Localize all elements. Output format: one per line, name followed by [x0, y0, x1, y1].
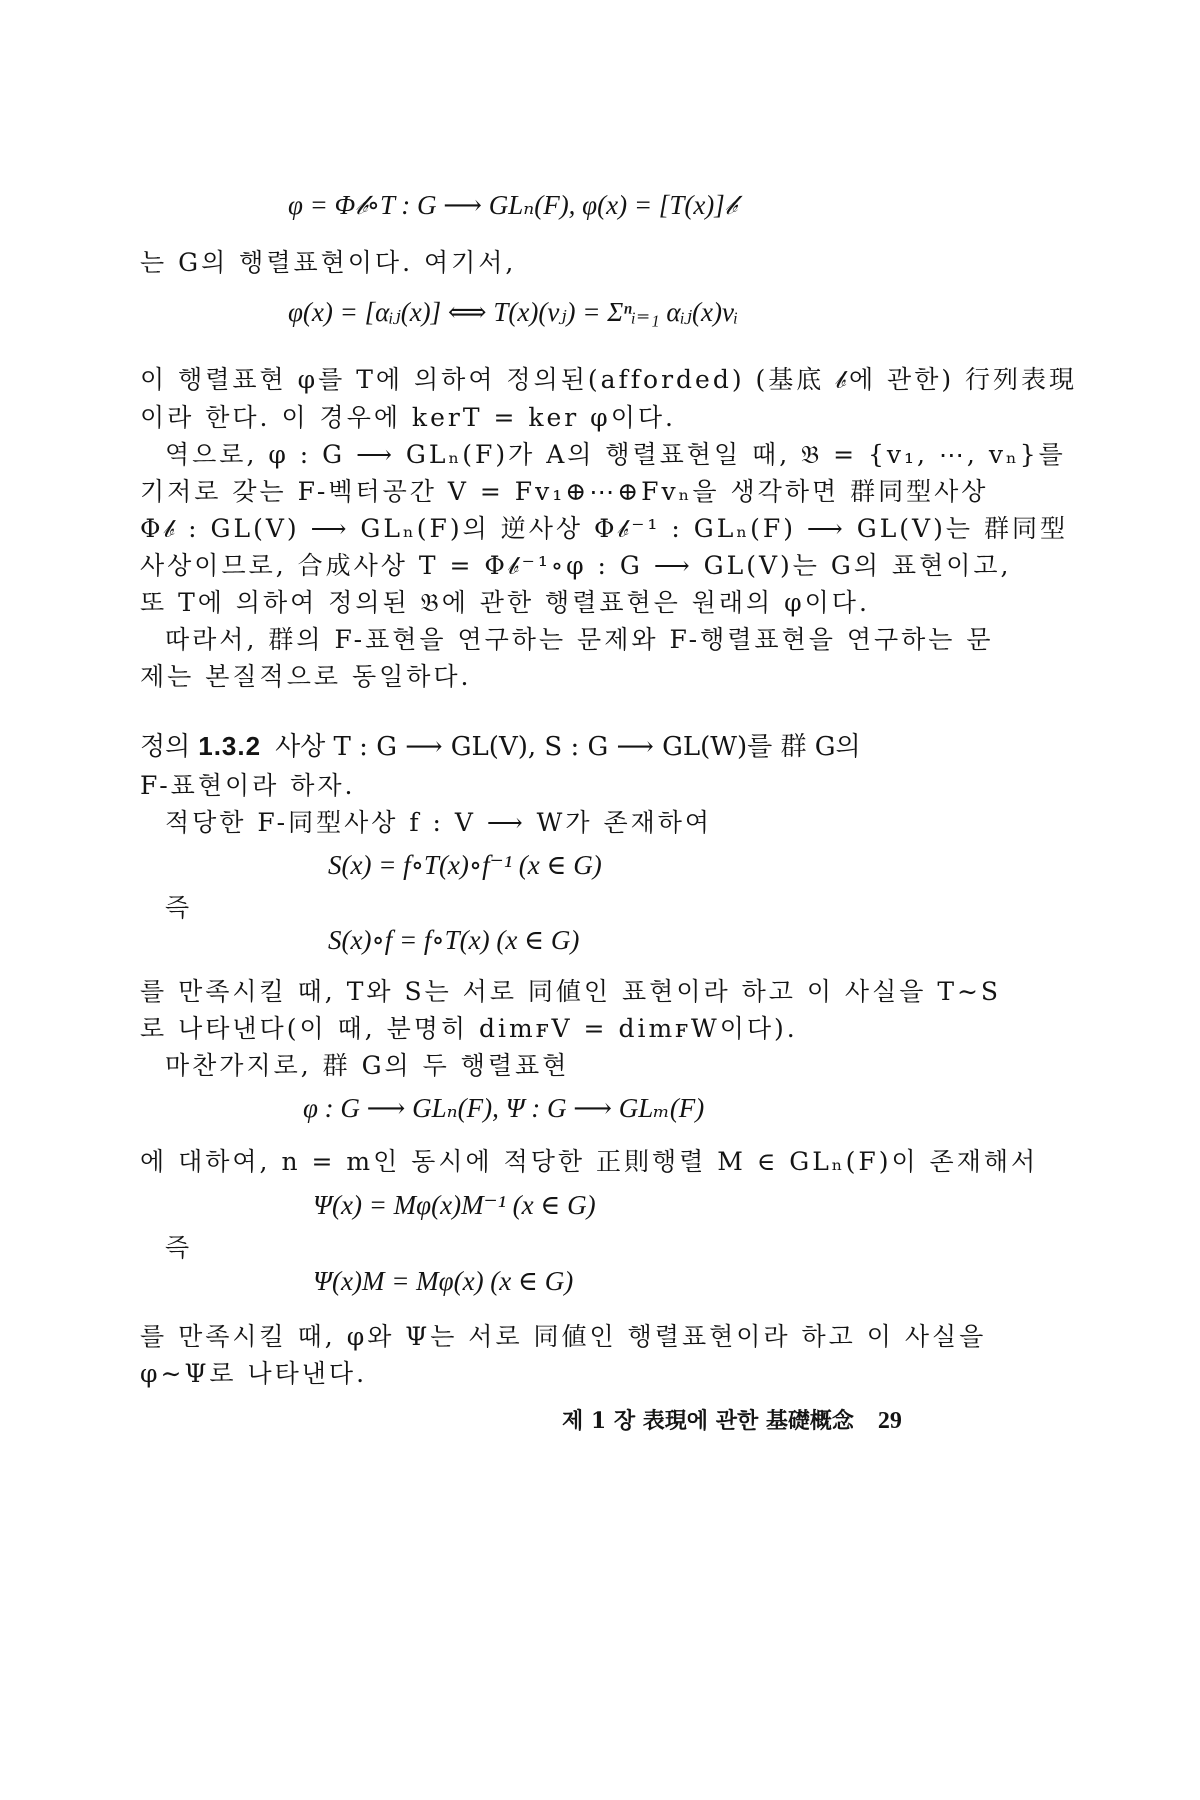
- text-line: 로 나타낸다(이 때, 분명히 dimꜰV = dimꜰW이다).: [140, 1014, 798, 1043]
- text-line: 기저로 갖는 F-벡터공간 V = Fv₁⊕⋯⊕Fvₙ을 생각하면 群同型사상: [140, 477, 989, 506]
- page-number: 29: [877, 1408, 902, 1434]
- equation-matrix-equivalence: Ψ(x) = Mφ(x)M⁻¹ (x ∈ G): [313, 1190, 596, 1220]
- text-line: 에 대하여, n = m인 동시에 적당한 正則행렬 M ∈ GLₙ(F)이 존재해서: [140, 1147, 1039, 1176]
- text-line: 제는 본질적으로 동일하다.: [140, 662, 472, 691]
- text-line: 는 G의 행렬표현이다. 여기서,: [140, 248, 517, 277]
- equation-equivalence-alt: S(x)∘f = f∘T(x) (x ∈ G): [328, 925, 580, 955]
- text-line: 따라서, 群의 F-표현을 연구하는 문제와 F-행렬표현을 연구하는 문: [165, 625, 994, 654]
- text-line: Φ𝒷 : GL(V) ⟶ GLₙ(F)의 逆사상 Φ𝒷⁻¹ : GLₙ(F) ⟶ GL(V)는 群同型: [140, 514, 1068, 543]
- text-line: 를 만족시킬 때, T와 S는 서로 同値인 표현이라 하고 이 사실을 T∼S: [140, 977, 1002, 1006]
- definition-statement: 사상 T : G ⟶ GL(V), S : G ⟶ GL(W)를 群 G의: [275, 732, 861, 762]
- definition-label: 정의: [140, 732, 191, 762]
- page-footer: [562, 1404, 902, 1435]
- text-line: 즉: [165, 893, 193, 922]
- equation-two-representations: φ : G ⟶ GLₙ(F), Ψ : G ⟶ GLₘ(F): [303, 1093, 705, 1123]
- text-line: 사상이므로, 合成사상 T = Φ𝒷⁻¹∘φ : G ⟶ GL(V)는 G의 표현이고,: [140, 551, 1012, 580]
- text-line: F-표현이라 하자.: [140, 771, 356, 800]
- text-line: 를 만족시킬 때, φ와 Ψ는 서로 同値인 행렬표현이라 하고 이 사실을: [140, 1322, 987, 1351]
- equation-matrix-equivalence-alt: Ψ(x)M = Mφ(x) (x ∈ G): [313, 1266, 574, 1296]
- text-line: 이 행렬표현 φ를 T에 의하여 정의된(afforded) (基底 𝒷에 관한) 行列表現: [140, 365, 1078, 394]
- text-line: 즉: [165, 1233, 193, 1262]
- definition-number: 1.3.2: [198, 731, 262, 761]
- text-line: φ∼Ψ로 나타낸다.: [140, 1359, 368, 1388]
- text-line: 적당한 F-同型사상 f : V ⟶ W가 존재하여: [165, 808, 713, 837]
- equation-equivalence: S(x) = f∘T(x)∘f⁻¹ (x ∈ G): [328, 850, 602, 880]
- text-line: 이라 한다. 이 경우에 kerT = ker φ이다.: [140, 403, 676, 432]
- equation-matrix-entries: φ(x) = [αᵢⱼ(x)] ⟺ T(x)(vⱼ) = Σⁿᵢ₌₁ αᵢⱼ(x)vᵢ: [288, 297, 739, 327]
- text-line: 역으로, φ : G ⟶ GLₙ(F)가 A의 행렬표현일 때, 𝔅 = {v₁, ⋯, vₙ}를: [165, 440, 1066, 469]
- chapter-title: 제 1 장 表現에 관한 基礎概念: [562, 1408, 854, 1434]
- text-line: 또 T에 의하여 정의된 𝔅에 관한 행렬표현은 원래의 φ이다.: [140, 588, 870, 617]
- text-line: 마찬가지로, 群 G의 두 행렬표현: [165, 1051, 570, 1080]
- definition-heading: [140, 726, 861, 763]
- equation-phi-definition: φ = Φ𝒷∘T : G ⟶ GLₙ(F), φ(x) = [T(x)]𝒷: [288, 190, 737, 220]
